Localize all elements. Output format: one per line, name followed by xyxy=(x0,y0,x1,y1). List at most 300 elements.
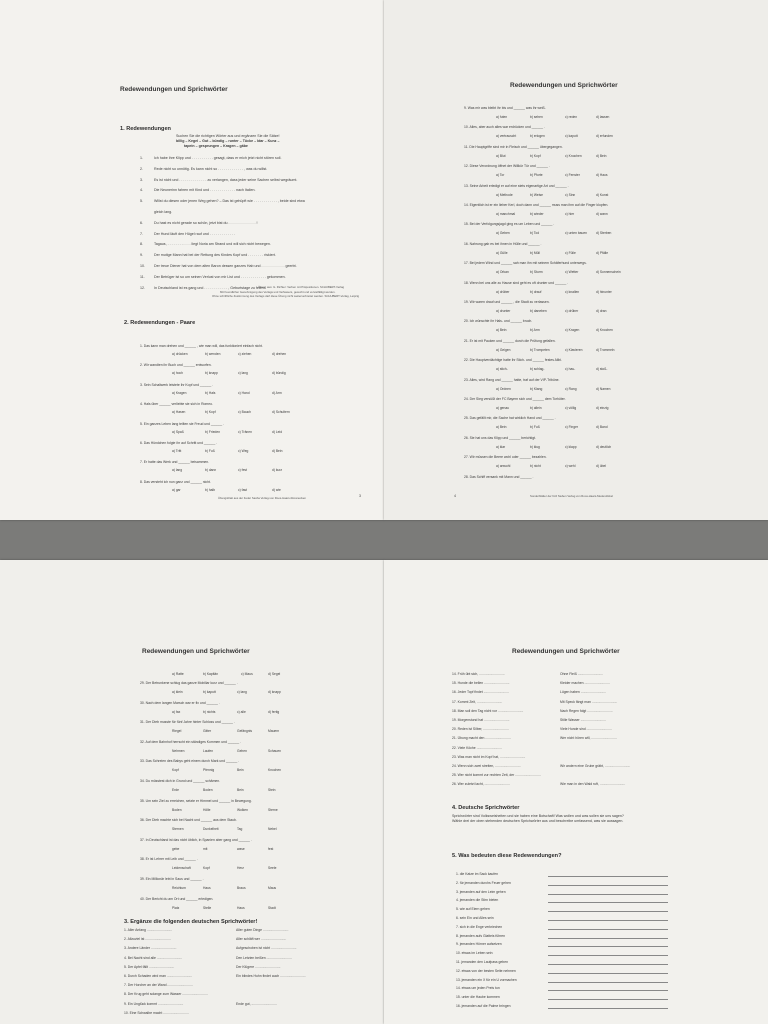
answer-option: b) Arm xyxy=(530,328,540,333)
answer-line[interactable] xyxy=(548,929,668,930)
sentence-gap-item: In Deutschland ist es gang und . . . . . . . . . . . . , Geburtstage zu feiern. xyxy=(154,285,266,290)
multiple-choice-question: 22. Die Hauptverdächtige hatte ihr Stich- und ______ festes Alibi. xyxy=(464,358,563,363)
item-number: 5. xyxy=(140,199,143,204)
answer-option: c) alle xyxy=(237,709,246,714)
multiple-choice-question: 32. Auf dem Bahnhof herrscht ein ständiges Kommen und ______ . xyxy=(140,739,242,744)
answer-option: a) manchmal xyxy=(496,212,516,216)
answer-option: d) Arm xyxy=(272,390,282,395)
multiple-choice-question: 14. Eigentlich ist er ein lieber Kerl, doch dann und ______ muss man ihm auf die Finger klopfen. xyxy=(464,203,609,207)
multiple-choice-question: 6. Das Hündchen folgte ihr auf Schritt und ______ . xyxy=(140,441,218,445)
answer-option: c) Wetter xyxy=(565,270,579,275)
proverb-start: 8. Der Krug geht solange zum Wasser ........................... xyxy=(124,992,208,997)
answer-option: Haus xyxy=(237,905,245,910)
proverb-start: 20. Reden ist Silber, ........................... xyxy=(452,727,509,732)
answer-option: a) drüber xyxy=(496,289,510,294)
answer-option: Wolken xyxy=(237,807,248,812)
answer-option: d) dran xyxy=(596,309,607,313)
answer-option: c) drüber xyxy=(565,309,579,313)
answer-option: c) hau- xyxy=(565,367,576,372)
answer-option: d) Kunst xyxy=(596,192,609,197)
multiple-choice-question: 39. Ein Millionär lebt in Saus und ______ . xyxy=(140,877,204,881)
answer-line[interactable] xyxy=(548,982,668,983)
answer-option: d) Sonnenschein xyxy=(596,270,621,275)
proverb-start: Wir andern eine Grube gräbt, ........................... xyxy=(560,764,631,768)
idiom-item: 11. jemanden den Laufpass geben xyxy=(456,960,508,964)
idiom-item: 4. jemanden die Stirn bieten xyxy=(456,898,499,903)
answer-line[interactable] xyxy=(548,973,668,974)
proverb-start: 19. Morgenstund hat ........................... xyxy=(452,718,510,722)
answer-option: a) Ratte xyxy=(172,672,184,676)
proverb-start: 16. Jeder Topf findet ........................... xyxy=(452,690,510,695)
section-heading-paare: 2. Redewendungen - Paare xyxy=(124,320,196,326)
proverb-start: 4. Bei Nacht sind alle ........................... xyxy=(124,955,183,960)
item-number: 9. xyxy=(140,253,143,258)
idiom-item: 7. sich in die Enge verkriechen xyxy=(456,924,503,929)
answer-option: Schauen xyxy=(268,748,282,753)
multiple-choice-question: 11. Die Hauptgriffe sind mir in Fleisch und ______ übergegangen. xyxy=(464,144,563,149)
answer-option: c) Klavieren xyxy=(565,347,583,352)
proverb-start: 2. Allzuviel ist ........................... xyxy=(124,937,171,942)
answer-option: b) Müll xyxy=(530,250,540,255)
worksheet-page-3 xyxy=(0,0,384,520)
answer-line[interactable] xyxy=(548,990,668,991)
proverb-start: 3. Andere Länder ........................... xyxy=(124,946,177,951)
sentence-gap-item: Es ist nicht und . . . . . . . . . . . . . . zu verlangen, dass jeder seine Sachen selbst wegräumt. xyxy=(154,177,298,182)
answer-option: c) wehl xyxy=(565,464,576,469)
page-footer: Übungsblatt aus der Feder Sasha Verlag-von Roos-Haars-Rossnecken xyxy=(218,496,306,500)
section-heading-redewendungen: 1. Redewendungen xyxy=(120,126,171,132)
answer-option: Tag xyxy=(237,827,243,832)
answer-option: a) gar xyxy=(172,487,181,492)
answer-option: Leidenschaft xyxy=(172,866,191,871)
answer-option: Stein xyxy=(268,788,276,792)
answer-option: a) Ordnen xyxy=(496,386,511,391)
answer-line[interactable] xyxy=(548,964,668,965)
answer-option: c) völlig xyxy=(565,406,577,410)
proverb-start: Viele Hunde sind ........................... xyxy=(560,727,612,732)
idiom-item: 15. unter die Haube kommen xyxy=(456,995,500,1000)
sentence-gap-item: Tagaus, . . . . . . . . . . . . liegt Noria am Strand und will sich nicht bewegen. xyxy=(154,242,271,247)
answer-option: b) Frieden xyxy=(205,429,221,434)
answer-option: b) drauf xyxy=(530,289,542,294)
answer-option: d) wie xyxy=(272,487,281,492)
answer-option: Gehen xyxy=(237,748,247,753)
multiple-choice-question: 19. Wir waren drauf und ______ , die Stadt zu verlassen. xyxy=(464,300,550,304)
multiple-choice-question: 21. Er ist mit Pauken und ______ durch die Prüfung gefallen. xyxy=(464,338,556,343)
answer-option: d) drehen xyxy=(272,352,287,356)
multiple-choice-question: 30. Nach dem langen Marsch war er fix und ______ . xyxy=(140,700,220,705)
answer-option: mit xyxy=(203,846,208,851)
source-note-3: Ohne schriftliche Zustimmung des Verlags darf diese Übung nicht weiterverbreitet werden. SCHUBERT-Verlag, Leipzig xyxy=(212,294,360,298)
page-title: Redewendungen und Sprichwörter xyxy=(120,86,228,93)
answer-option: b) klug xyxy=(530,444,540,449)
item-number: 1. xyxy=(140,156,143,160)
multiple-choice-question: 20. Ich wünschte ihr Hals- und ______ bruch. xyxy=(464,319,533,324)
idiom-item: 13. jemanden ein X für ein U vormachen xyxy=(456,977,517,982)
item-number: 12. xyxy=(140,285,145,290)
multiple-choice-question: 10. Alles, aber auch alles war erdrücken und ______ . xyxy=(464,125,545,130)
answer-line[interactable] xyxy=(548,911,668,912)
item-number: 11. xyxy=(140,274,145,279)
multiple-choice-question: 27. Wir müssen die Beere wohl oder ______ bezahlen. xyxy=(464,455,547,460)
sentence-gap-item: Die Neunerinn fahren mit Kind und . . . . . . . . . . . . . nach Italien. xyxy=(154,188,256,193)
page-number: 4 xyxy=(454,494,456,498)
answer-option: a) Orkan xyxy=(496,270,509,275)
sentence-gap-item: gleich lang. xyxy=(154,210,173,214)
answer-option: d) Sterben xyxy=(596,231,612,236)
answer-option: b) wenden xyxy=(205,352,221,356)
proverb-start: 5. Der Apfel fällt ........................... xyxy=(124,964,175,969)
answer-option: b) wieder xyxy=(530,212,544,216)
item-number: 2. xyxy=(140,166,143,171)
answer-option: c) Knochen xyxy=(565,153,582,158)
answer-option: a) Spaß xyxy=(172,429,184,434)
multiple-choice-question: 28. Das Schiff versank mit Mann und ______ . xyxy=(464,474,534,479)
answer-option: Haus xyxy=(203,886,211,890)
source-note-2: Mit freundlicher Genehmigung des Verlags und Verfassers, gesucht und vervielfältigt werden. xyxy=(220,290,336,294)
answer-option: a) vertrauscht xyxy=(496,134,517,139)
proverb-start: 7. Der Horcher an der Wand ........................... xyxy=(124,983,193,988)
answer-option: d) fertig xyxy=(268,709,280,714)
proverb-start: 1. Aller Anfang ........................... xyxy=(124,928,173,932)
answer-option: gebe xyxy=(172,846,180,851)
answer-option: Boden xyxy=(172,807,182,812)
answer-option: Kopf xyxy=(203,866,210,871)
worksheet-page-6 xyxy=(384,560,768,1024)
proverb-start: Mit Speck fängt man ........................... xyxy=(560,699,618,704)
answer-option: Reichtum xyxy=(172,886,186,890)
item-number: 10. xyxy=(140,264,145,268)
answer-option: c) Weg xyxy=(238,449,249,453)
sentence-gap-item: Rede nicht so unnötig. Es kann nicht so . . . . . . . . . . . . . , was du willst. xyxy=(154,166,268,171)
answer-option: a) Geigen xyxy=(496,347,511,352)
answer-option: b) nichts xyxy=(203,709,216,714)
answer-line[interactable] xyxy=(548,876,668,877)
answer-option: a) lang xyxy=(172,468,183,473)
answer-option: c) Fülle xyxy=(565,250,576,255)
answer-option: d) bündig xyxy=(272,371,286,376)
answer-option: fest xyxy=(268,846,274,851)
multiple-choice-question: 33. Das Schreien des Babys geht einem durch Mark und ______ . xyxy=(140,759,240,764)
answer-option: c) Finger xyxy=(565,425,579,430)
answer-option: d) kurz xyxy=(272,468,283,473)
answer-option: Bein xyxy=(237,788,244,792)
word-bank-line-1: billig – Kegel – Gut – bündig – runter – Tücke – Idar – Kunz – xyxy=(176,139,280,143)
idiom-item: 6. sein Ein und Alles sein xyxy=(456,916,494,920)
proverb-start: 17. Kommt Zeit, ........................... xyxy=(452,699,503,704)
multiple-choice-question: 9. Was mir was bleibt ihr bis und ______ was ihr weiß. xyxy=(464,106,546,110)
answer-option: Herz xyxy=(237,866,244,871)
answer-option: d) Trommeln xyxy=(596,347,615,352)
answer-option: d) Pfälle xyxy=(596,250,609,255)
sentence-gap-item: Du hast es nicht gerade so schön, jetzt bist du . . . . . . . . . . . . . . ! xyxy=(154,220,258,225)
answer-option: b) Hals xyxy=(205,390,216,395)
answer-line[interactable] xyxy=(548,1008,668,1009)
answer-option: Dunkelheit xyxy=(203,827,219,832)
proverb-start: 6. Durch Schaden wird man ........................... xyxy=(124,974,193,978)
answer-option: c) fast xyxy=(238,487,247,492)
answer-option: b) erlogen xyxy=(530,134,545,139)
proverb-start: 10. Eine Schwalbe macht ........................... xyxy=(124,1010,189,1015)
answer-line[interactable] xyxy=(548,999,668,1000)
worksheet-page-4 xyxy=(384,0,768,520)
answer-option: a) Blut xyxy=(496,153,506,158)
multiple-choice-question: 15. Bei der Verfolgungsjagd ging es um Leben und ______ . xyxy=(464,222,555,227)
proverb-start: Wer nicht hören will, ........................... xyxy=(560,736,617,741)
answer-option: c) Rang xyxy=(565,386,577,391)
multiple-choice-question: 2. Wir wandten ihr Buch und ______ entworfen. xyxy=(140,363,212,368)
answer-option: a) Bein xyxy=(496,328,507,333)
answer-option: c) Bauch xyxy=(238,410,252,415)
proverb-start: 15. Hunde die bellen ........................... xyxy=(452,681,510,686)
answer-option: d) Bein xyxy=(272,449,283,453)
multiple-choice-question: 31. Der Dieb musste für fünf Jahre hinter Schloss und ______ . xyxy=(140,720,235,725)
proverb-start: 21. Übung macht den ........................... xyxy=(452,736,511,741)
proverb-start: Ende gut, ........................... xyxy=(236,1001,277,1006)
idiom-item: 5. wie auf Eiern gehen xyxy=(456,907,490,912)
answer-option: c) lang xyxy=(237,690,247,694)
answer-option: d) Leid xyxy=(272,429,283,434)
proverb-start: Aufgeschoben ist nicht ........................... xyxy=(236,946,297,951)
answer-option: a) hoch xyxy=(172,371,183,376)
answer-option: d) einzig xyxy=(596,406,609,410)
multiple-choice-question: 29. Der Betrunkene schlug das ganze Mobiliar kurz und ______ . xyxy=(140,681,238,685)
answer-option: a) Geben xyxy=(496,231,510,236)
multiple-choice-question: 26. Sie hat uns das Klipp und ______ berichtigt. xyxy=(464,435,537,440)
answer-option: d) Band xyxy=(596,425,608,430)
answer-line[interactable] xyxy=(548,885,668,886)
proverb-start: Wie man in den Wald ruft, ........................... xyxy=(560,782,626,787)
answer-option: a) Tritt xyxy=(172,449,182,453)
answer-option: d) stoß- xyxy=(596,367,608,372)
answer-option: a) anwohl xyxy=(496,464,511,469)
sentence-gap-item: Der Hund läuft den Hügel rauf und . . . . . . . . . . . . . xyxy=(154,231,235,236)
answer-option: c) Kragen xyxy=(565,328,580,333)
answer-option: a) Hasen xyxy=(172,410,186,415)
page-number: 3 xyxy=(359,494,361,498)
answer-option: Sternen xyxy=(172,827,184,832)
answer-option: b) Weise xyxy=(530,192,543,197)
section-heading-sprichwoerter-ergaenzen: 3. Ergänze die folgenden deutschen Sprichwörter! xyxy=(124,919,258,925)
answer-option: a) Bein xyxy=(496,425,507,430)
idiom-item: 12. etwas von der besten Seite nehmen xyxy=(456,968,516,973)
proverb-start: Ohne Fleiß ........................... xyxy=(560,672,604,676)
item-number: 8. xyxy=(140,242,143,247)
idiom-item: 10. etwas im Leben sein xyxy=(456,951,493,956)
multiple-choice-question: 25. Das gefällt mir, die Sache hat wirklich Hand und ______ . xyxy=(464,416,556,421)
multiple-choice-question: 3. Sein Schaltwerk leistete ihr Kopf und ______ . xyxy=(140,382,214,387)
sentence-gap-item: Der treue Diener hat von dem alten Baron dessen ganzes Hab und . . . . . . . . . . . . geerbt. xyxy=(154,264,297,268)
answer-option: b) daneben xyxy=(530,309,547,313)
sentence-gap-item: Der Betrüger ist so um seinen Verlust von mir List und . . . . . . . . . . . . . gekommen. xyxy=(154,274,286,279)
answer-option: a) drunter xyxy=(496,309,511,313)
answer-option: b) kaputt xyxy=(203,690,216,694)
multiple-choice-question: 35. Um sein Ziel zu erreichen, setzte er Himmel und ______ in Bewegung. xyxy=(140,798,252,803)
answer-option: a) fax xyxy=(172,709,181,714)
answer-option: Seele xyxy=(268,866,277,871)
answer-option: b) Tod xyxy=(530,231,540,236)
section-text-1: Sprichwörter sind Volksweisheiten und sie haben eine Botschaft! Was wollen und was sollen sie uns sagen? xyxy=(452,814,624,818)
idiom-item: 3. jemanden auf den Leim gehen xyxy=(456,889,506,894)
proverb-start: Aller guten Dinge ........................... xyxy=(236,928,289,932)
answer-option: c) lang xyxy=(238,371,248,376)
answer-option: b) Fuß xyxy=(530,425,540,430)
multiple-choice-question: 24. Der Sieg versüßt der FC Bayern sich und ______ dem Torhüter. xyxy=(464,397,566,401)
answer-option: d) knapp xyxy=(268,690,281,694)
proverb-start: 25. Wer nicht kommt zur rechten Zeit, der ........................... xyxy=(452,773,541,778)
answer-option: c) reden xyxy=(565,115,578,119)
proverb-start: Stille Wasser ........................... xyxy=(560,718,607,722)
answer-option: a) Kragen xyxy=(172,390,187,395)
answer-option: Braus xyxy=(237,886,246,890)
answer-option: d) deutlich xyxy=(596,444,612,449)
answer-option: b) allein xyxy=(530,406,542,410)
answer-option: Hölle xyxy=(203,807,211,812)
answer-option: Nehmen xyxy=(172,748,185,753)
idiom-item: 8. jemanden aufs Glatteis führen xyxy=(456,933,506,938)
item-number: 6. xyxy=(140,220,143,225)
answer-option: Nebel xyxy=(268,827,277,832)
multiple-choice-question: 36. Der Dieb machte sich bei Nacht und ______ aus dem Staub. xyxy=(140,818,237,823)
answer-option: Boden xyxy=(203,788,213,792)
page-title: Redewendungen und Sprichwörter xyxy=(510,82,618,89)
answer-option: b) knapp xyxy=(205,371,218,376)
proverb-start: 23. Was man nicht im Kopf hat, ........................... xyxy=(452,754,526,759)
answer-option: Platz xyxy=(172,905,180,910)
answer-option: Riegel xyxy=(172,729,182,734)
sentence-gap-item: Willst du diesen oder jenen Weg gehen? – Das ist gehüpft wie . . . . . . . . . . . . , beide sind etwa xyxy=(154,199,305,204)
idiom-item: 2. für jemanden durchs Feuer gehen xyxy=(456,880,511,885)
multiple-choice-question: 38. Er ist Lehrer mit Leib und ______ . xyxy=(140,857,198,862)
answer-option: a) genau xyxy=(496,406,510,410)
proverb-start: 26. Wer zuletzt lacht, ........................... xyxy=(452,782,510,787)
answer-option: d) Namen xyxy=(596,386,611,391)
answer-option: b) Klang xyxy=(530,386,543,391)
idiom-item: 9. jemanden Hörner aufsetzen xyxy=(456,942,502,947)
answer-option: Sterne xyxy=(268,807,278,812)
answer-line[interactable] xyxy=(548,946,668,947)
section-intro: Suchen Sie die richtigen Wörter aus und ergänzen Sie die Sätze! xyxy=(176,134,280,138)
multiple-choice-question: 37. In Deutschland ist das nicht üblich, in Spanien aber gang und ______ . xyxy=(140,837,252,842)
answer-option: b) Kapitän xyxy=(203,672,219,676)
page-title: Redewendungen und Sprichwörter xyxy=(512,648,620,655)
proverb-start: Kleider machen ........................... xyxy=(560,681,610,686)
answer-option: b) Trompeten xyxy=(530,347,550,352)
item-number: 4. xyxy=(140,188,143,193)
answer-option: d) wann xyxy=(596,212,608,216)
answer-line[interactable] xyxy=(548,894,668,895)
answer-option: b) Kopf xyxy=(530,153,541,158)
worksheet-page-5 xyxy=(0,560,384,1024)
answer-option: Maus xyxy=(268,886,277,890)
answer-option: a) drücken xyxy=(172,352,188,356)
answer-option: b) Fuß xyxy=(205,449,215,453)
answer-option: a) futen xyxy=(496,115,508,119)
answer-option: d) erfunden xyxy=(596,134,613,139)
section-heading-deutsche-sprichwoerter: 4. Deutsche Sprichwörter xyxy=(452,805,520,811)
word-bank-line-2: tapein – gesprungen – Kragen – gäbe xyxy=(184,144,248,148)
answer-option: wase xyxy=(237,846,245,851)
answer-line[interactable] xyxy=(548,938,668,939)
answer-option: b) halb xyxy=(205,487,216,492)
answer-option: a) stich- xyxy=(496,367,508,372)
answer-option: a) klein xyxy=(172,690,183,694)
idiom-item: 16. jemanden auf die Palme bringen xyxy=(456,1004,511,1008)
answer-option: d) lassen xyxy=(596,115,610,119)
answer-option: a) Gülle xyxy=(496,250,508,255)
answer-option: d) Schultern xyxy=(272,410,290,415)
answer-option: Bein xyxy=(237,768,244,773)
answer-option: b) dann xyxy=(205,468,217,473)
proverb-start: Lügen haben ........................... xyxy=(560,690,607,695)
multiple-choice-question: 12. Diese Verordnung öffnet der Willkür Tür und ______ . xyxy=(464,164,550,169)
proverb-start: Nach Regen folgt ........................... xyxy=(560,708,613,713)
answer-line[interactable] xyxy=(548,955,668,956)
sentence-gap-item: Der mutige Mann hat bei der Rettung des Kindes Kopf und . . . . . . . . riskiert. xyxy=(154,253,276,258)
multiple-choice-question: 34. Du müsstest dich in Grund und ______ schämen. xyxy=(140,779,221,783)
answer-option: b) schlag- xyxy=(530,367,545,372)
multiple-choice-question: 1. Das kann man drehen und ______ , wie man will, das funktioniert einfach nicht. xyxy=(140,344,263,348)
answer-option: Mauern xyxy=(268,729,280,734)
answer-option: Gefängnis xyxy=(237,729,253,734)
answer-option: c) fest xyxy=(238,468,247,473)
multiple-choice-question: 16. Nahrung gab es bei ihnen in Hülle und ______ . xyxy=(464,241,542,246)
answer-line[interactable] xyxy=(548,920,668,921)
answer-option: b) sehen xyxy=(530,115,543,119)
multiple-choice-question: 40. Der Bericht du am Ort und ______ erledigen. xyxy=(140,896,214,901)
source-note-1: Übung aus: G. Richter: Verben mit Präpositionen. SCHUBERT-Verlag xyxy=(258,285,345,289)
proverb-start: 9. Ein Unglück kommt ........................... xyxy=(124,1001,184,1006)
multiple-choice-question: 23. Alles, wird Rang und ______ hatte, traf auf der VIP-Tribüne. xyxy=(464,377,560,382)
answer-option: a) Tor xyxy=(496,173,505,178)
multiple-choice-question: 5. Ein ganzes Leben lang teilten sie Freud und ______ . xyxy=(140,421,225,426)
answer-option: c) kaputt xyxy=(565,134,578,139)
answer-option: c) Fenster xyxy=(565,173,580,178)
answer-option: d) Knochen xyxy=(596,328,613,333)
answer-option: a) klar xyxy=(496,444,506,449)
answer-option: Stadt xyxy=(268,905,276,910)
answer-option: c) klapp xyxy=(565,444,577,449)
answer-option: c) ziehen xyxy=(238,352,252,356)
multiple-choice-question: 17. Bei jedem Wind und ______ sah man ihn mit seinem Schäferhund unterwegs. xyxy=(464,261,587,266)
proverb-start: 18. Man soll den Tag nicht vor ........................... xyxy=(452,708,524,713)
answer-option: b) Pforte xyxy=(530,173,543,178)
answer-option: a) Methode xyxy=(496,192,513,197)
proverb-start: 22. Viele Köche ........................... xyxy=(452,745,503,750)
answer-option: Laufen xyxy=(203,748,214,753)
answer-option: b) Sturm xyxy=(530,270,543,275)
multiple-choice-question: 13. Seine Arbeit erledigt er auf eine stets eigenartige Art und ______ . xyxy=(464,183,569,188)
proverb-start: Den Letzten beißen ........................... xyxy=(236,955,292,960)
multiple-choice-question: 8. Das versteht ich nun ganz und ______ nicht. xyxy=(140,479,211,484)
answer-option: Erde xyxy=(172,788,179,792)
answer-option: c) hier xyxy=(565,212,575,216)
answer-option: d) hinunter xyxy=(596,289,612,294)
proverb-start: Aller schläft wer ........................... xyxy=(236,937,287,942)
answer-option: b) nicht xyxy=(530,464,541,469)
page-title: Redewendungen und Sprichwörter xyxy=(142,648,250,655)
answer-line[interactable] xyxy=(548,902,668,903)
multiple-choice-question: 18. Wenn bei uns alle zu Hause sind geht es oft drunter und ______ . xyxy=(464,280,569,285)
idiom-item: 14. etwas um jeden Preis tun xyxy=(456,986,500,991)
proverb-start: Der Klügere ........................... xyxy=(236,964,281,969)
answer-option: Gitter xyxy=(203,729,212,734)
item-number: 3. xyxy=(140,177,143,182)
answer-option: c) Hand xyxy=(238,390,250,395)
answer-option: Stelle xyxy=(203,905,212,910)
multiple-choice-question: 4. Hals über ______ verliebte sie sich in Romeo. xyxy=(140,402,213,407)
multiple-choice-question: 7. Er hatte das Werk und ______ beisammen. xyxy=(140,460,210,465)
